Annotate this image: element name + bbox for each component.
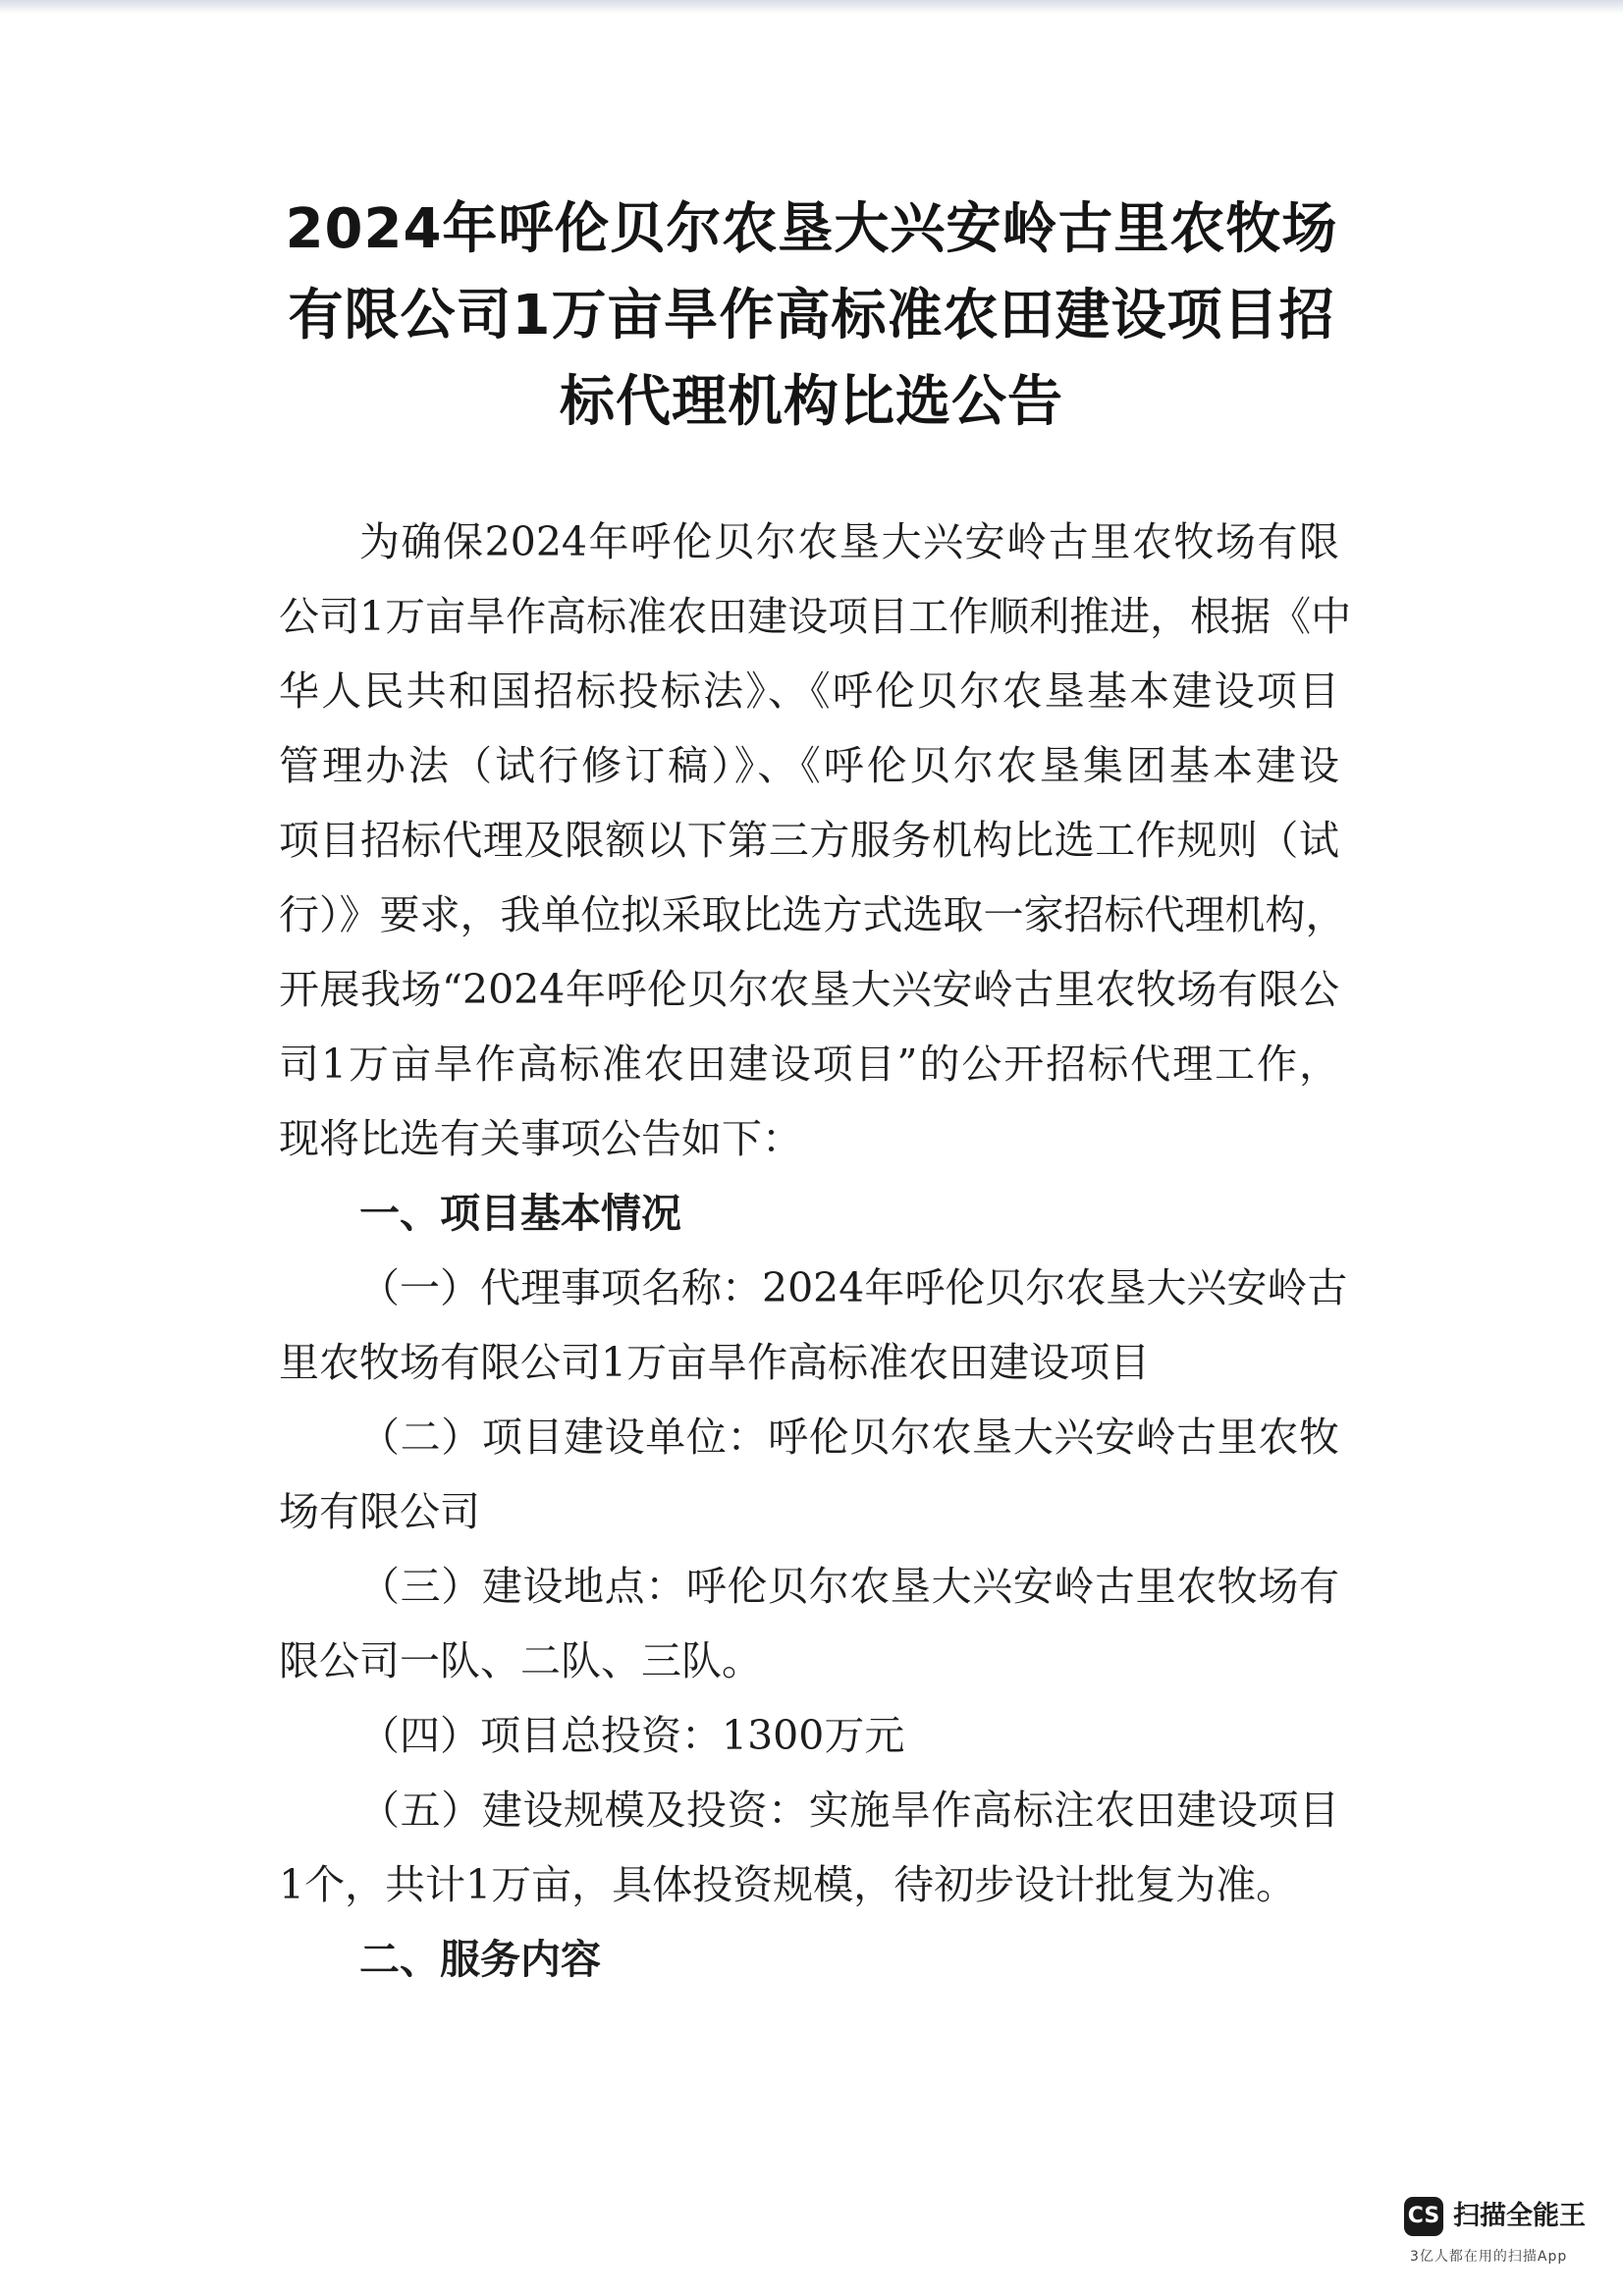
body-line: 管理办法（试行修订稿）》、《呼伦贝尔农垦集团基本建设: [279, 742, 1339, 789]
camscanner-logo-icon: CS: [1404, 2197, 1443, 2236]
document-title: [226, 187, 1397, 446]
item-line: （二）项目建设单位：呼伦贝尔农垦大兴安岭古里农牧: [359, 1414, 1339, 1461]
document-body: [279, 505, 1352, 1997]
section-heading: 二、服务内容: [359, 1936, 601, 1983]
body-line: 公司1万亩旱作高标准农田建设项目工作顺利推进，根据《中: [279, 593, 1352, 640]
item-line: 里农牧场有限公司1万亩旱作高标准农田建设项目: [279, 1339, 1151, 1386]
title-line: 有限公司1万亩旱作高标准农田建设项目招: [288, 284, 1335, 347]
watermark-name: 扫描全能王: [1453, 2201, 1586, 2231]
section-heading: 一、项目基本情况: [359, 1190, 681, 1237]
watermark-tagline: 3亿人都在用的扫描App: [1410, 2249, 1568, 2265]
body-line: 为确保2024年呼伦贝尔农垦大兴安岭古里农牧场有限: [359, 518, 1339, 565]
item-line: （四）项目总投资：1300万元: [359, 1712, 905, 1759]
scan-edge: [0, 0, 1623, 14]
body-line: 行）》要求，我单位拟采取比选方式选取一家招标代理机构，: [279, 891, 1346, 938]
item-line: 1个，共计1万亩，具体投资规模，待初步设计批复为准。: [279, 1861, 1297, 1908]
title-line: 标代理机构比选公告: [560, 370, 1063, 434]
body-line: 开展我场“2024年呼伦贝尔农垦大兴安岭古里农牧场有限公: [279, 966, 1339, 1013]
item-line: （一）代理事项名称：2024年呼伦贝尔农垦大兴安岭古: [359, 1264, 1348, 1311]
body-line: 华人民共和国招标投标法》、《呼伦贝尔农垦基本建设项目: [279, 667, 1339, 715]
body-line: 项目招标代理及限额以下第三方服务机构比选工作规则（试: [279, 817, 1339, 864]
title-line: 2024年呼伦贝尔农垦大兴安岭古里农牧场: [285, 197, 1338, 261]
item-line: 限公司一队、二队、三队。: [279, 1637, 762, 1684]
scanner-watermark: [1404, 2197, 1600, 2275]
item-line: （三）建设地点：呼伦贝尔农垦大兴安岭古里农牧场有: [359, 1563, 1339, 1610]
item-line: （五）建设规模及投资：实施旱作高标注农田建设项目: [359, 1787, 1339, 1834]
body-line: 司1万亩旱作高标准农田建设项目”的公开招标代理工作，: [279, 1041, 1339, 1088]
body-line: 现将比选有关事项公告如下：: [279, 1115, 802, 1162]
item-line: 场有限公司: [279, 1488, 480, 1535]
